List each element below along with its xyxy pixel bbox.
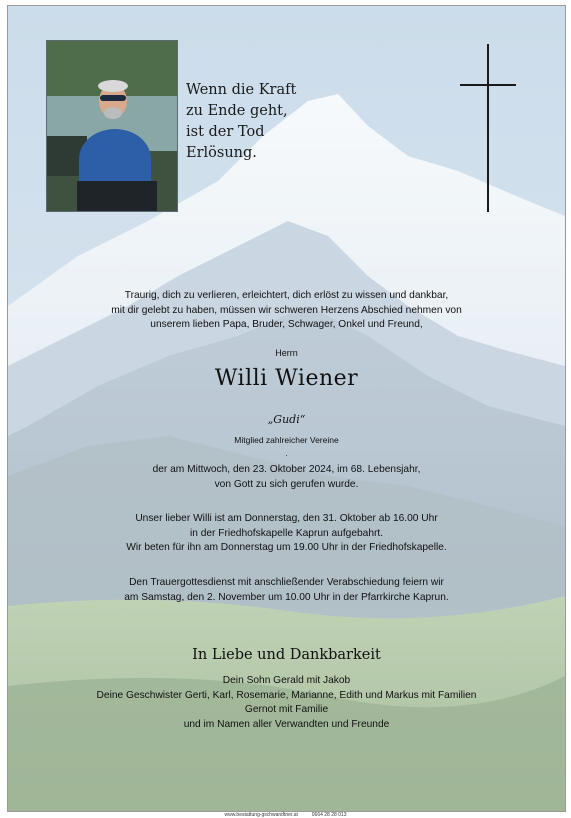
closing-line: Dein Sohn Gerald mit Jakob	[222, 675, 351, 686]
viewing-text	[8, 512, 565, 556]
poem-line: Wenn die Kraft	[186, 82, 297, 98]
deceased-name: Willi Wiener	[214, 366, 359, 391]
salutation: Herrn	[275, 348, 298, 358]
service-line: Den Trauergottesdienst mit anschließender Verabschiedung feiern wir	[129, 577, 444, 588]
intro-text	[8, 289, 565, 333]
viewing-line: Wir beten für ihn am Donnerstag um 19.00 Uhr in der Friedhofskapelle.	[126, 542, 447, 553]
separator: .	[285, 449, 288, 458]
membership-note: Mitglied zahlreicher Vereine	[234, 435, 339, 445]
death-line: von Gott zu sich gerufen wurde.	[214, 478, 359, 490]
intro-line: mit dir gelebt zu haben, müssen wir schweren Herzens Abschied nehmen von	[111, 304, 462, 316]
deceased-nickname: „Gudi“	[267, 413, 306, 426]
poem-line: Erlösung.	[186, 145, 257, 161]
closing-line: und im Namen aller Verwandten und Freunde	[183, 718, 390, 730]
closing-line: Gernot mit Familie	[244, 704, 329, 715]
service-text	[8, 576, 565, 605]
footer-contact: www.bestattung-gschwandtner.at 0664 28 28 013	[224, 812, 347, 818]
viewing-line: Unser lieber Willi ist am Donnerstag, den 31. Oktober ab 16.00 Uhr	[135, 513, 438, 524]
obituary-card	[7, 5, 566, 812]
intro-line: Traurig, dich zu verlieren, erleichtert, dich erlöst zu wissen und dankbar,	[124, 290, 449, 301]
closing-text	[8, 674, 565, 732]
death-line: der am Mittwoch, den 23. Oktober 2024, im 68. Lebensjahr,	[152, 464, 421, 475]
intro-line: unserem lieben Papa, Bruder, Schwager, Onkel und Freund,	[150, 319, 423, 330]
service-line: am Samstag, den 2. November um 10.00 Uhr in der Pfarrkirche Kaprun.	[124, 591, 449, 603]
cross-icon	[460, 44, 516, 212]
viewing-line: in der Friedhofskapelle Kaprun aufgebahrt.	[189, 527, 384, 539]
poem-line: zu Ende geht,	[186, 103, 288, 119]
poem	[186, 80, 296, 164]
portrait-photo	[46, 40, 178, 212]
closing-line: Deine Geschwister Gerti, Karl, Rosemarie, Marianne, Edith und Markus mit Familien	[96, 689, 477, 701]
death-text	[8, 463, 565, 492]
poem-line: ist der Tod	[186, 124, 265, 140]
closing-title: In Liebe und Dankbarkeit	[192, 647, 381, 663]
